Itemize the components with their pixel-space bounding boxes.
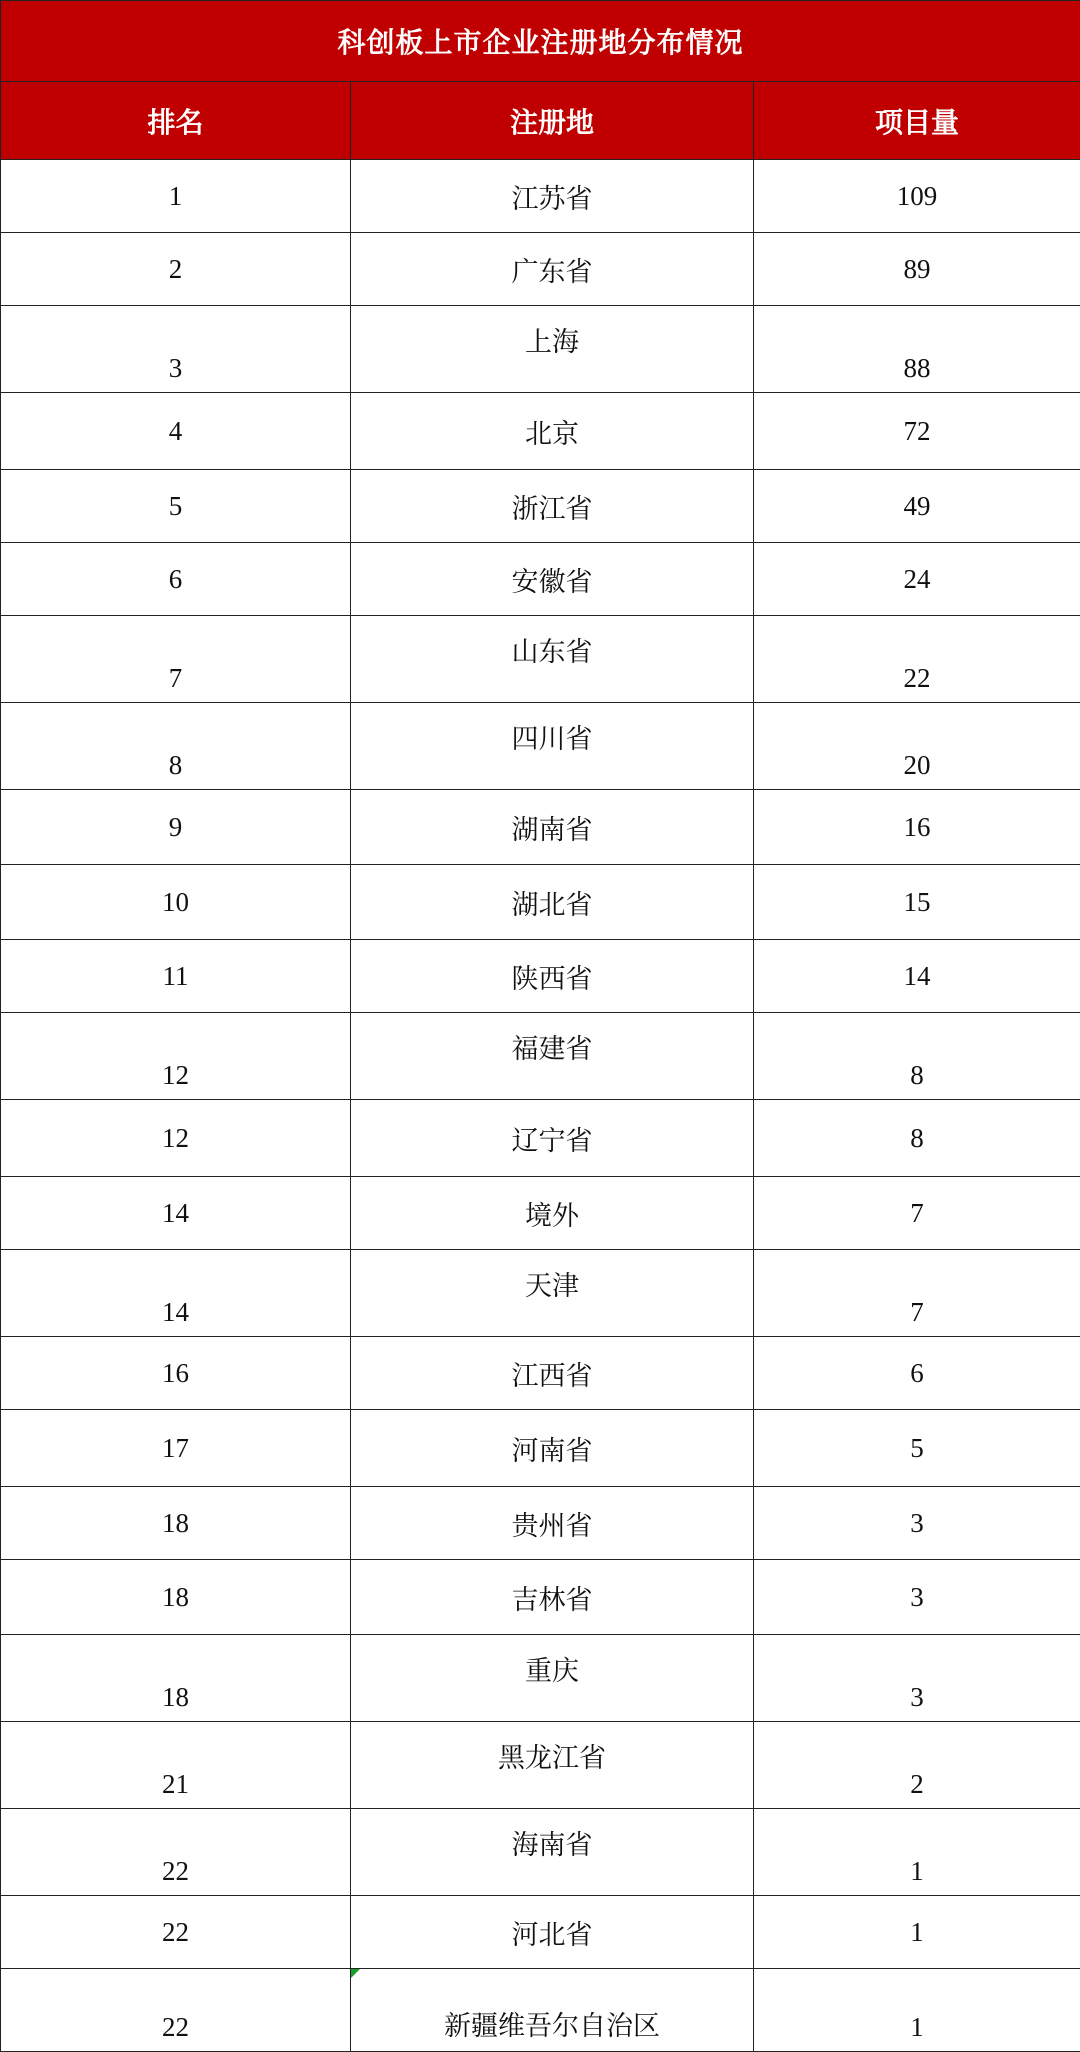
location-cell (351, 1722, 754, 1809)
rank-cell: 12 (1, 1013, 351, 1100)
location-text: 江苏省 (512, 184, 593, 215)
count-cell: 16 (754, 790, 1080, 865)
count-cell: 20 (754, 703, 1080, 790)
location-cell (351, 543, 754, 616)
count-cell: 7 (754, 1177, 1080, 1250)
table-row (1, 616, 1080, 703)
location-cell (351, 616, 754, 703)
location-cell (351, 1809, 754, 1896)
count-cell: 8 (754, 1013, 1080, 1100)
location-cell (351, 1337, 754, 1410)
count-cell: 3 (754, 1635, 1080, 1722)
rank-cell: 3 (1, 306, 351, 393)
location-cell (351, 470, 754, 543)
table-row (1, 470, 1080, 543)
rank-cell: 10 (1, 865, 351, 940)
header-row (1, 82, 1080, 160)
location-cell (351, 1177, 754, 1250)
count-cell: 1 (754, 1969, 1080, 2052)
rank-cell: 11 (1, 940, 351, 1013)
location-cell (351, 1969, 754, 2052)
count-cell: 8 (754, 1100, 1080, 1177)
rank-cell: 7 (1, 616, 351, 703)
comment-marker-icon (351, 1969, 360, 1978)
rank-cell: 18 (1, 1487, 351, 1560)
count-cell: 5 (754, 1410, 1080, 1487)
title-row (1, 1, 1080, 82)
location-cell (351, 1013, 754, 1100)
header-location: 注册地 (351, 82, 754, 160)
table-row (1, 393, 1080, 470)
table-title: 科创板上市企业注册地分布情况 (1, 1, 1080, 82)
count-cell: 88 (754, 306, 1080, 393)
rank-cell: 1 (1, 160, 351, 233)
table-row (1, 1177, 1080, 1250)
location-cell (351, 233, 754, 306)
rank-cell: 9 (1, 790, 351, 865)
count-cell: 89 (754, 233, 1080, 306)
count-cell: 3 (754, 1487, 1080, 1560)
location-text: 天津 (525, 1271, 579, 1302)
location-text: 境外 (525, 1201, 579, 1232)
table-row (1, 1635, 1080, 1722)
table-row (1, 306, 1080, 393)
rank-cell: 17 (1, 1410, 351, 1487)
location-cell (351, 1250, 754, 1337)
count-cell: 22 (754, 616, 1080, 703)
location-cell (351, 1896, 754, 1969)
table-row (1, 865, 1080, 940)
table-row (1, 233, 1080, 306)
count-cell: 14 (754, 940, 1080, 1013)
table-body (1, 160, 1080, 2052)
table-row (1, 790, 1080, 865)
location-cell (351, 1635, 754, 1722)
location-cell (351, 790, 754, 865)
location-text: 海南省 (512, 1830, 593, 1861)
table-row (1, 1337, 1080, 1410)
table-row (1, 1013, 1080, 1100)
location-cell (351, 865, 754, 940)
location-text: 安徽省 (512, 567, 593, 598)
rank-cell: 5 (1, 470, 351, 543)
location-cell (351, 1100, 754, 1177)
count-cell: 1 (754, 1896, 1080, 1969)
location-cell (351, 306, 754, 393)
location-cell (351, 1487, 754, 1560)
rank-cell: 8 (1, 703, 351, 790)
count-cell: 49 (754, 470, 1080, 543)
location-text: 福建省 (512, 1034, 593, 1065)
location-text: 贵州省 (512, 1511, 593, 1542)
rank-cell: 16 (1, 1337, 351, 1410)
location-cell (351, 703, 754, 790)
location-text: 上海 (525, 327, 579, 358)
location-text: 广东省 (512, 257, 593, 288)
table-row (1, 543, 1080, 616)
location-cell (351, 1410, 754, 1487)
location-text: 黑龙江省 (498, 1743, 606, 1774)
header-count: 项目量 (754, 82, 1080, 160)
table-row (1, 1100, 1080, 1177)
location-cell (351, 393, 754, 470)
location-text: 吉林省 (512, 1585, 593, 1616)
location-text: 河北省 (512, 1920, 593, 1951)
rank-cell: 22 (1, 1896, 351, 1969)
table-row (1, 1410, 1080, 1487)
count-cell: 24 (754, 543, 1080, 616)
count-cell: 15 (754, 865, 1080, 940)
rank-cell: 21 (1, 1722, 351, 1809)
count-cell: 109 (754, 160, 1080, 233)
location-text: 新疆维吾尔自治区 (444, 2011, 660, 2042)
count-cell: 72 (754, 393, 1080, 470)
count-cell: 1 (754, 1809, 1080, 1896)
location-text: 江西省 (512, 1361, 593, 1392)
rank-cell: 22 (1, 1969, 351, 2052)
table-row (1, 1722, 1080, 1809)
table-row (1, 1487, 1080, 1560)
rank-cell: 6 (1, 543, 351, 616)
rank-cell: 14 (1, 1177, 351, 1250)
location-text: 陕西省 (512, 964, 593, 995)
table-row (1, 940, 1080, 1013)
location-text: 四川省 (512, 724, 593, 755)
table-row (1, 1809, 1080, 1896)
rank-cell: 14 (1, 1250, 351, 1337)
rank-cell: 18 (1, 1635, 351, 1722)
rank-cell: 12 (1, 1100, 351, 1177)
location-text: 北京 (525, 419, 579, 450)
location-text: 辽宁省 (512, 1126, 593, 1157)
table-row (1, 1250, 1080, 1337)
count-cell: 7 (754, 1250, 1080, 1337)
table-row (1, 703, 1080, 790)
table-row (1, 1969, 1080, 2052)
table-row (1, 1560, 1080, 1635)
location-text: 浙江省 (512, 494, 593, 525)
table-row (1, 160, 1080, 233)
location-cell (351, 160, 754, 233)
location-cell (351, 1560, 754, 1635)
location-text: 山东省 (512, 637, 593, 668)
location-text: 湖南省 (512, 815, 593, 846)
count-cell: 6 (754, 1337, 1080, 1410)
count-cell: 3 (754, 1560, 1080, 1635)
location-cell (351, 940, 754, 1013)
count-cell: 2 (754, 1722, 1080, 1809)
table-row (1, 1896, 1080, 1969)
rank-cell: 4 (1, 393, 351, 470)
location-text: 河南省 (512, 1436, 593, 1467)
rank-cell: 2 (1, 233, 351, 306)
rank-cell: 18 (1, 1560, 351, 1635)
rank-cell: 22 (1, 1809, 351, 1896)
header-rank: 排名 (1, 82, 351, 160)
location-text: 湖北省 (512, 890, 593, 921)
location-text: 重庆 (525, 1656, 579, 1687)
